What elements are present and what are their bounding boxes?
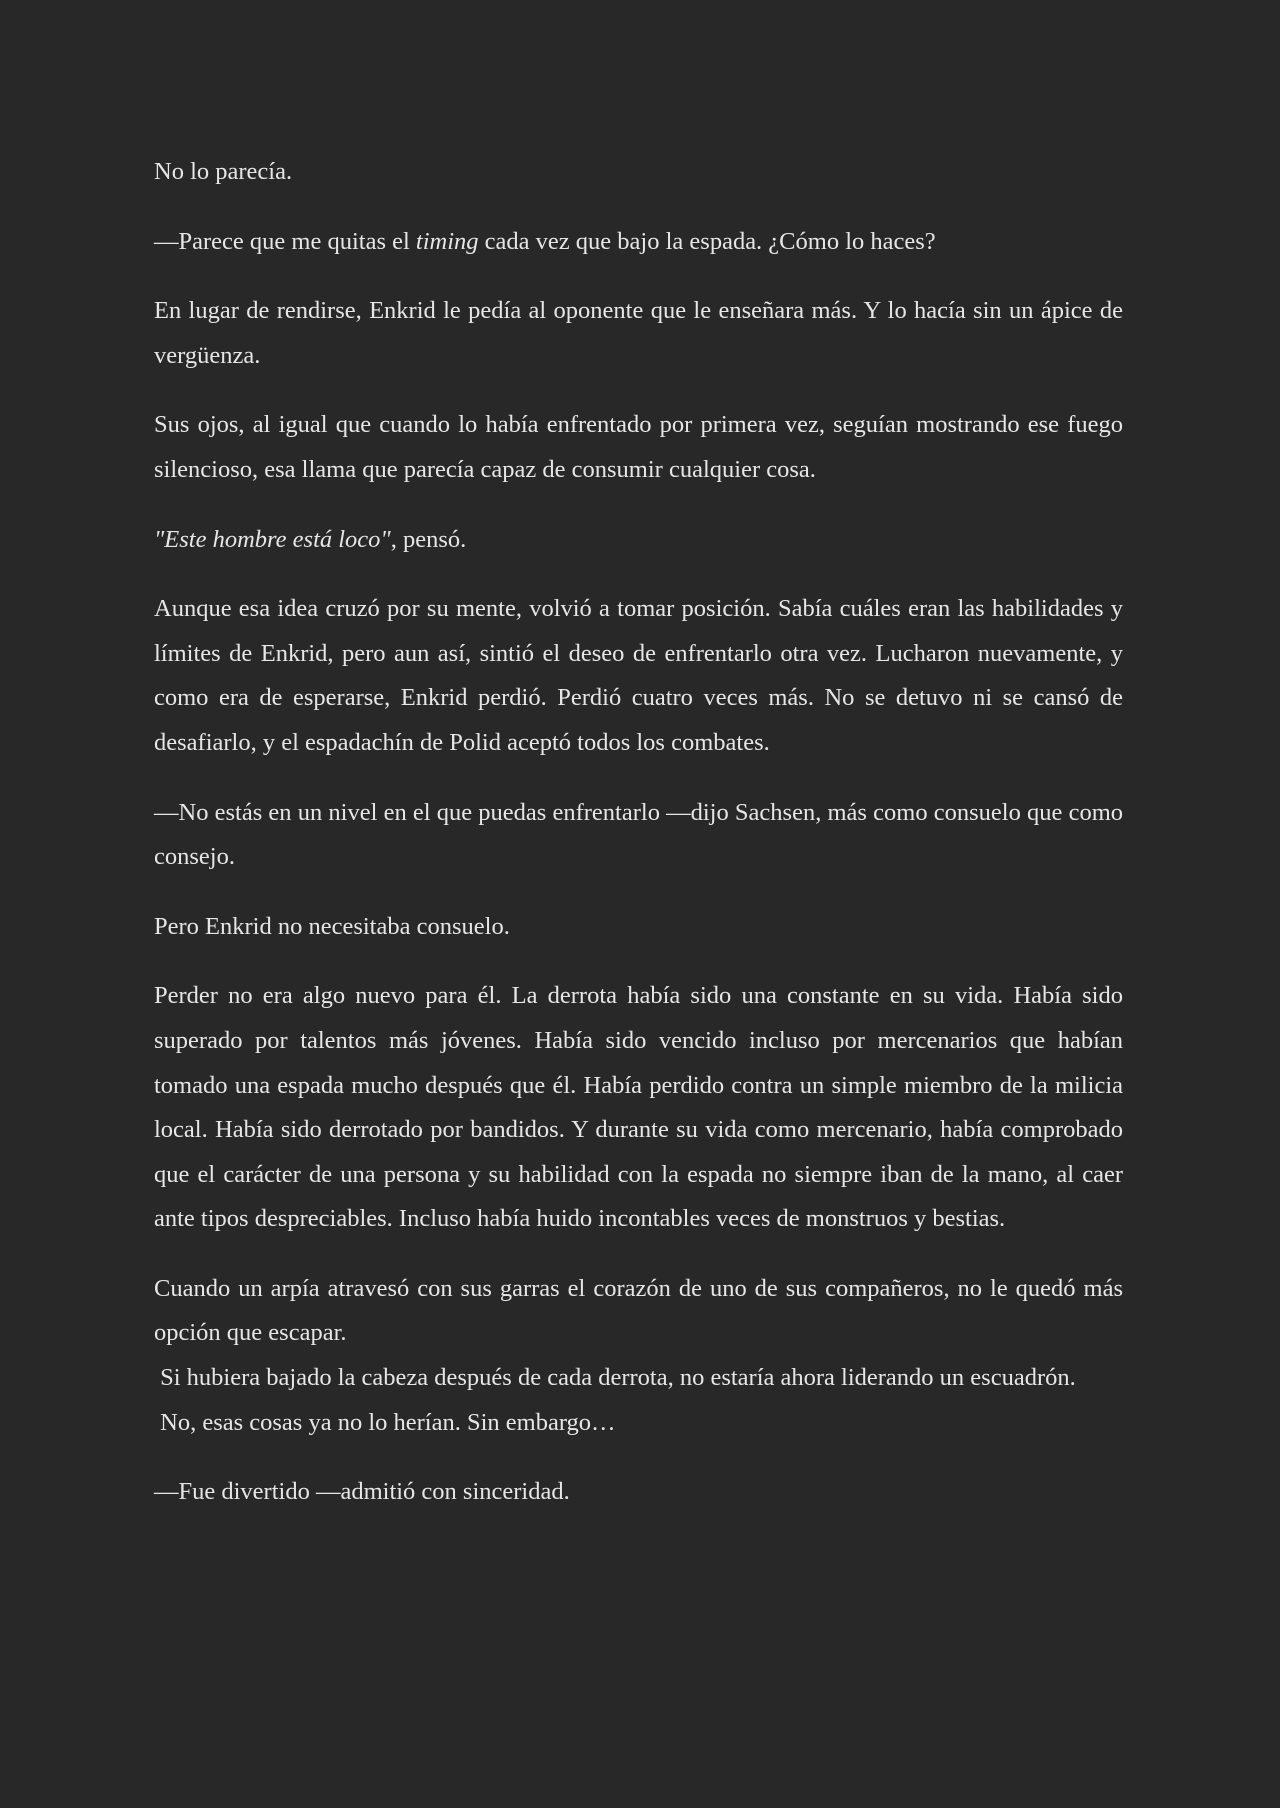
paragraph: En lugar de rendirse, Enkrid le pedía al oponente que le enseñara más. Y lo hacía sin un ápice de vergüenza. (154, 297, 1123, 369)
paragraph (154, 518, 1123, 563)
paragraph: No, esas cosas ya no lo herían. Sin embargo… (154, 1408, 616, 1436)
paragraph: Cuando un arpía atravesó con sus garras el corazón de uno de sus compañeros, no le quedó más opción que escapar. (154, 1274, 1123, 1347)
document-body (154, 150, 1123, 1540)
paragraph: Aunque esa idea cruzó por su mente, volvió a tomar posición. Sabía cuáles eran las habilidades y límites de Enkrid, pero aun así, sintió el deseo de enfrentarlo otra vez. Lucharon nuevamente, y como era de esperarse, Enkrid perdió. Perdió cuatro veces más. No se detuvo ni se cansó de desafiarlo, y el espadachín de Polid aceptó todos los combates. (154, 595, 1123, 756)
paragraph: No lo parecía. (154, 158, 293, 185)
text-run: —Parece que me quitas el (154, 227, 416, 255)
text-run: cada vez que bajo la espada. ¿Cómo lo haces? (478, 227, 936, 255)
paragraph: Si hubiera bajado la cabeza después de cada derrota, no estaría ahora liderando un escuadrón. (154, 1364, 1076, 1392)
italic-text: timing (415, 227, 479, 255)
paragraph: Perder no era algo nuevo para él. La derrota había sido una constante en su vida. Había sido superado por talentos más jóvenes. Había sido vencido incluso por mercenarios que habían tomado una espada mucho después que él. Había perdido contra un simple miembro de la milicia local. Había sido derrotado por bandidos. Y durante su vida como mercenario, había comprobado que el carácter de una persona y su habilidad con la espada no siempre iban de la mano, al caer ante tipos despreciables. Incluso había huido incontables veces de monstruos y bestias. (154, 982, 1123, 1233)
paragraph (154, 220, 1123, 265)
italic-text: "Este hombre está loco" (154, 525, 391, 553)
paragraph: —Fue divertido —admitió con sinceridad. (154, 1478, 570, 1506)
text-run: , pensó. (390, 525, 467, 553)
paragraph: Sus ojos, al igual que cuando lo había enfrentado por primera vez, seguían mostrando ese fuego silencioso, esa llama que parecía capaz de consumir cualquier cosa. (154, 411, 1123, 483)
paragraph: —No estás en un nivel en el que puedas enfrentarlo —dijo Sachsen, más como consuelo que como consejo. (154, 798, 1123, 871)
paragraph: Pero Enkrid no necesitaba consuelo. (154, 912, 510, 940)
